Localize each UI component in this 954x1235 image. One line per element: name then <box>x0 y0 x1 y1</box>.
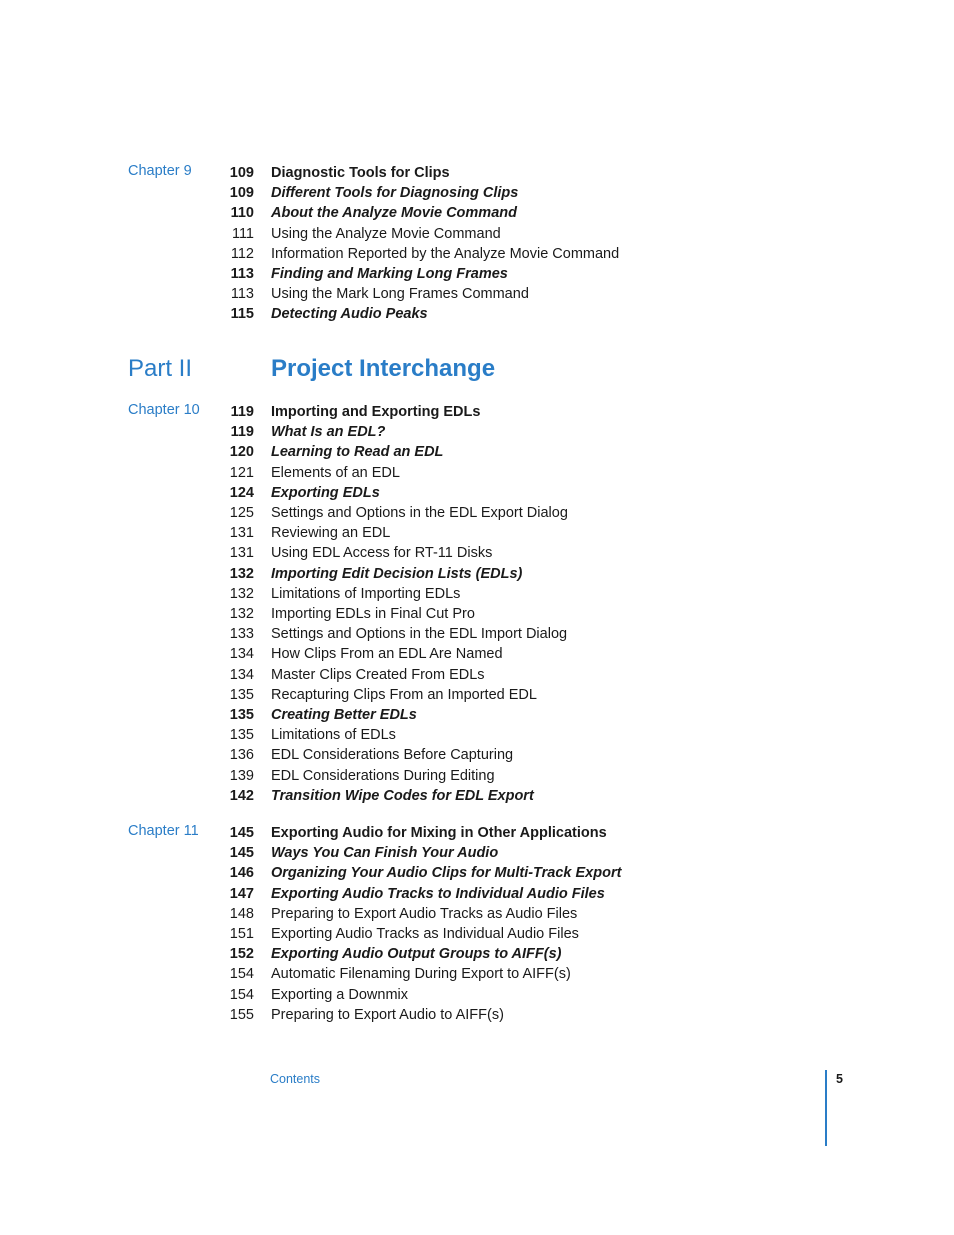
toc-entry-page: 111 <box>231 225 254 242</box>
toc-entry-page: 155 <box>229 1006 254 1023</box>
toc-entry-title[interactable]: Recapturing Clips From an Imported EDL <box>271 686 537 703</box>
toc-entry-page: 145 <box>229 825 254 841</box>
toc-entry-title[interactable]: Settings and Options in the EDL Import Dialog <box>271 626 568 643</box>
toc-entry-title[interactable]: Detecting Audio Peaks <box>271 306 428 323</box>
toc-entry-title[interactable]: Exporting Audio Tracks as Individual Audio Files <box>271 926 579 942</box>
toc-entry-page: 119 <box>230 404 254 420</box>
toc-entry-title[interactable]: Limitations of EDLs <box>271 727 396 744</box>
toc-entry-title[interactable]: What Is an EDL? <box>271 424 386 441</box>
chapter-10-label[interactable]: Chapter 10 <box>128 402 200 418</box>
toc-entry-page: 146 <box>229 865 254 882</box>
toc-entry-page: 147 <box>229 885 254 902</box>
toc-entry-page: 148 <box>229 905 254 922</box>
toc-entry-title[interactable]: Preparing to Export Audio to AIFF(s) <box>271 1006 504 1023</box>
toc-entry-title[interactable]: Master Clips Created From EDLs <box>271 666 485 683</box>
toc-entry-page: 113 <box>230 286 254 303</box>
chapter-11-label[interactable]: Chapter 11 <box>128 823 199 839</box>
toc-entry-page: 134 <box>229 646 254 663</box>
toc-entry-title[interactable]: Preparing to Export Audio Tracks as Audio Files <box>271 905 578 922</box>
toc-entry-title[interactable]: Different Tools for Diagnosing Clips <box>271 185 519 202</box>
toc-entry-page: 121 <box>229 464 254 481</box>
toc-entry-page: 145 <box>229 845 254 862</box>
toc-entry-title[interactable]: Exporting Audio Output Groups to AIFF(s) <box>271 946 562 963</box>
footer-page-number: 5 <box>836 1072 843 1086</box>
toc-entry-title[interactable]: Importing EDLs in Final Cut Pro <box>271 606 475 622</box>
toc-entry-title[interactable]: Creating Better EDLs <box>271 707 417 723</box>
toc-entry-title[interactable]: EDL Considerations During Editing <box>271 767 495 784</box>
toc-entry-page: 154 <box>229 966 254 983</box>
toc-entry-page: 152 <box>229 946 254 963</box>
toc-entry-page: 109 <box>229 165 254 181</box>
toc-entry-page: 151 <box>229 926 254 942</box>
toc-entry-page: 132 <box>229 606 254 622</box>
toc-entry-title[interactable]: Reviewing an EDL <box>271 525 391 542</box>
toc-entry-title[interactable]: Settings and Options in the EDL Export Dialog <box>271 505 568 521</box>
toc-entry-title[interactable]: Importing Edit Decision Lists (EDLs) <box>271 565 523 582</box>
toc-entry-title[interactable]: Using the Analyze Movie Command <box>271 225 501 242</box>
part-label: Part II <box>128 355 193 382</box>
toc-entry-page: 135 <box>229 707 254 723</box>
toc-entry-page: 120 <box>229 444 254 461</box>
toc-entry-title[interactable]: Automatic Filenaming During Export to AIFF(s) <box>271 966 571 983</box>
toc-entry-page: 119 <box>230 424 254 441</box>
toc-entry-page: 110 <box>230 205 254 222</box>
toc-entry-page: 131 <box>229 525 254 542</box>
toc-entry-title[interactable]: Exporting EDLs <box>271 484 380 501</box>
toc-entry-title[interactable]: Limitations of Importing EDLs <box>271 585 461 602</box>
toc-entry-page: 135 <box>229 727 254 744</box>
toc-entry-title[interactable]: Learning to Read an EDL <box>271 444 444 461</box>
toc-entry-title[interactable]: Information Reported by the Analyze Movie Command <box>271 245 620 262</box>
toc-entry-page: 139 <box>229 767 254 784</box>
toc-entry-title[interactable]: Exporting Audio for Mixing in Other Applications <box>271 825 607 841</box>
toc-entry-page: 131 <box>229 545 254 562</box>
toc-entry-title[interactable]: Exporting a Downmix <box>271 986 408 1003</box>
toc-entry-title[interactable]: Using the Mark Long Frames Command <box>271 286 529 303</box>
toc-entry-title[interactable]: Ways You Can Finish Your Audio <box>271 845 499 862</box>
toc-entry-title[interactable]: How Clips From an EDL Are Named <box>271 646 503 663</box>
toc-entry-title[interactable]: Diagnostic Tools for Clips <box>271 165 450 181</box>
toc-entry-title[interactable]: Finding and Marking Long Frames <box>271 266 508 282</box>
toc-entry-page: 112 <box>230 245 254 262</box>
toc-entry-page: 124 <box>229 484 254 501</box>
toc-entry-page: 115 <box>230 306 254 323</box>
toc-entry-title[interactable]: Transition Wipe Codes for EDL Export <box>271 787 534 804</box>
toc-entry-title[interactable]: Using EDL Access for RT-11 Disks <box>271 545 493 562</box>
toc-entry-page: 135 <box>229 686 254 703</box>
toc-entry-title[interactable]: Exporting Audio Tracks to Individual Audio Files <box>271 885 605 902</box>
toc-entry-page: 132 <box>229 585 254 602</box>
toc-entry-title[interactable]: Importing and Exporting EDLs <box>271 404 481 420</box>
toc-entry-title[interactable]: Organizing Your Audio Clips for Multi-Track Export <box>271 865 622 882</box>
chapter-9-label[interactable]: Chapter 9 <box>128 163 192 179</box>
toc-entry-page: 132 <box>229 565 254 582</box>
toc-entry-title[interactable]: EDL Considerations Before Capturing <box>271 747 514 764</box>
toc-entry-page: 136 <box>229 747 254 764</box>
toc-entry-page: 134 <box>229 666 254 683</box>
toc-entry-title[interactable]: About the Analyze Movie Command <box>271 205 517 222</box>
toc-entry-page: 125 <box>229 505 254 521</box>
footer-rule <box>825 1070 827 1146</box>
toc-entry-page: 154 <box>229 986 254 1003</box>
toc-entry-page: 133 <box>229 626 254 643</box>
part-title[interactable]: Project Interchange <box>271 355 496 382</box>
toc-entry-title[interactable]: Elements of an EDL <box>271 464 400 481</box>
toc-entry-page: 142 <box>229 787 254 804</box>
toc-entry-page: 113 <box>230 266 254 282</box>
footer-section-name[interactable]: Contents <box>270 1072 321 1086</box>
toc-entry-page: 109 <box>229 185 254 202</box>
